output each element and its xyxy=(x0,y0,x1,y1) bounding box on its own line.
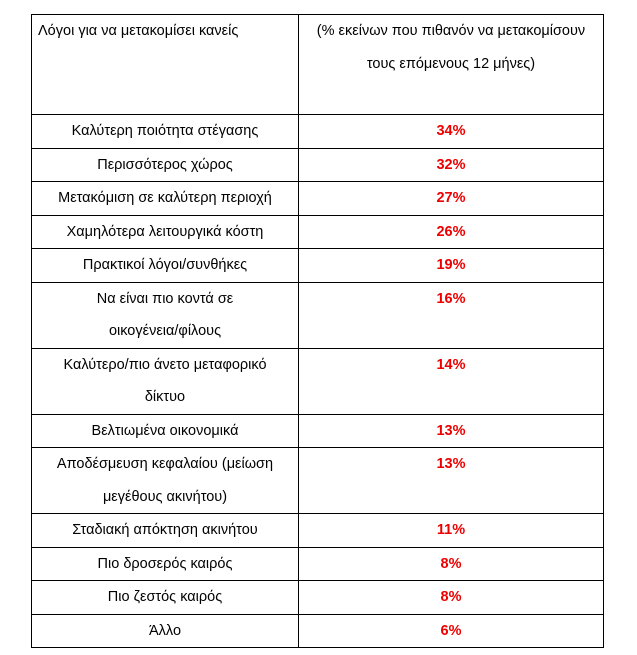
percentage-cell: 14% xyxy=(299,348,604,414)
table-row xyxy=(32,448,604,514)
table-row xyxy=(32,547,604,581)
percentage-cell: 13% xyxy=(299,448,604,514)
percentage-cell: 13% xyxy=(299,414,604,448)
table-row xyxy=(32,215,604,249)
table-row xyxy=(32,115,604,149)
percentage-cell: 19% xyxy=(299,249,604,283)
table-row xyxy=(32,148,604,182)
percentage-cell: 6% xyxy=(299,614,604,648)
reason-cell: Βελτιωμένα οικονομικά xyxy=(32,414,299,448)
header-reason: Λόγοι για να μετακομίσει κανείς xyxy=(32,15,299,115)
reason-cell: Περισσότερος χώρος xyxy=(32,148,299,182)
percentage-cell: 11% xyxy=(299,514,604,548)
reason-cell: Να είναι πιο κοντά σε οικογένεια/φίλους xyxy=(32,282,299,348)
table-row xyxy=(32,249,604,283)
percentage-cell: 32% xyxy=(299,148,604,182)
table-row xyxy=(32,414,604,448)
table-row xyxy=(32,282,604,348)
table-row xyxy=(32,348,604,414)
percentage-cell: 8% xyxy=(299,547,604,581)
header-percentage: (% εκείνων που πιθανόν να μετακομίσουν τους επόμενους 12 μήνες) xyxy=(299,15,604,115)
percentage-cell: 8% xyxy=(299,581,604,615)
reason-cell: Χαμηλότερα λειτουργικά κόστη xyxy=(32,215,299,249)
percentage-cell: 26% xyxy=(299,215,604,249)
reason-cell: Πιο ζεστός καιρός xyxy=(32,581,299,615)
reason-cell: Πρακτικοί λόγοι/συνθήκες xyxy=(32,249,299,283)
percentage-cell: 27% xyxy=(299,182,604,216)
reason-cell: Αποδέσμευση κεφαλαίου (μείωση μεγέθους ακινήτου) xyxy=(32,448,299,514)
reason-cell: Μετακόμιση σε καλύτερη περιοχή xyxy=(32,182,299,216)
reason-cell: Πιο δροσερός καιρός xyxy=(32,547,299,581)
reasons-table xyxy=(31,14,604,648)
reason-cell: Σταδιακή απόκτηση ακινήτου xyxy=(32,514,299,548)
table-row xyxy=(32,514,604,548)
table-row xyxy=(32,614,604,648)
table-header-row xyxy=(32,15,604,115)
reason-cell: Καλύτερο/πιο άνετο μεταφορικό δίκτυο xyxy=(32,348,299,414)
reason-cell: Καλύτερη ποιότητα στέγασης xyxy=(32,115,299,149)
reason-cell: Άλλο xyxy=(32,614,299,648)
table-row xyxy=(32,182,604,216)
percentage-cell: 16% xyxy=(299,282,604,348)
percentage-cell: 34% xyxy=(299,115,604,149)
table-row xyxy=(32,581,604,615)
